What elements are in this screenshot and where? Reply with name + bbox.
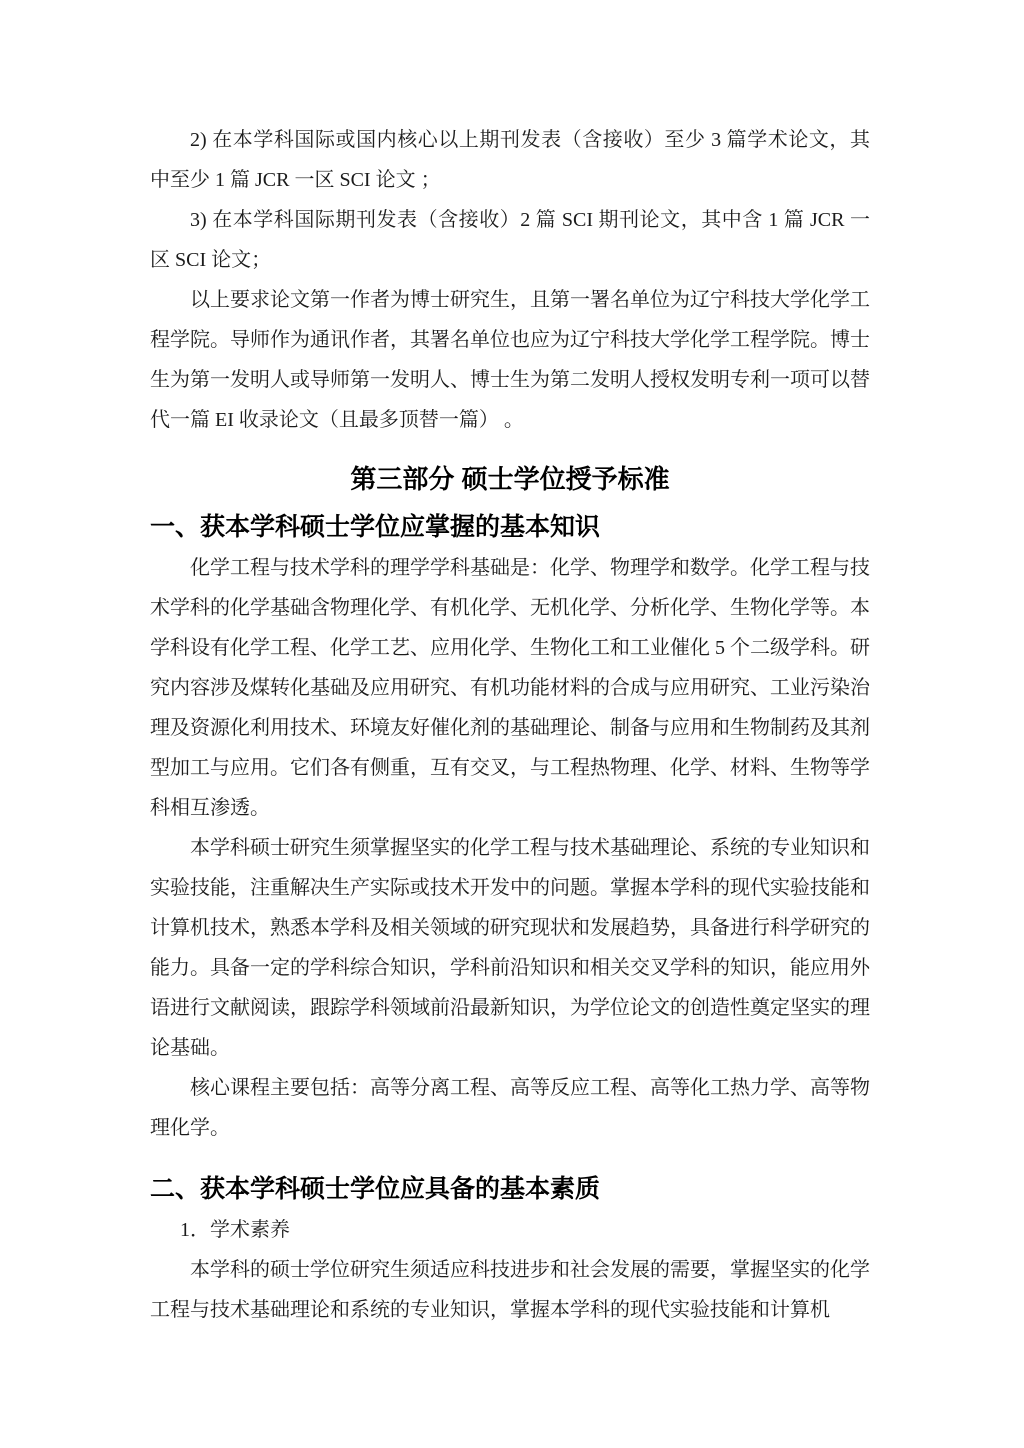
subsection-heading-academic-quality: 1．学术素养 [180, 1219, 290, 1241]
paragraph-master-requirements: 本学科硕士研究生须掌握坚实的化学工程与技术基础理论、系统的专业知识和实验技能，注重解决生产实际或技术开发中的问题。掌握本学科的现代实验技能和计算机技术，熟悉本学科及相关领域的研究现状和发展趋势，具备进行科学研究的能力。具备一定的学科综合知识，学科前沿知识和相关交叉学科的知识，能应用外语进行文献阅读，跟踪学科领域前沿最新知识，为学位论文的创造性奠定坚实的理论基础。 [150, 837, 870, 1059]
list-item-3: 3) 在本学科国际期刊发表（含接收）2 篇 SCI 期刊论文，其中含 1 篇 JCR 一区 SCI 论文； [150, 209, 870, 271]
paragraph-core-courses: 核心课程主要包括：高等分离工程、高等反应工程、高等化工热力学、高等物理化学。 [150, 1077, 870, 1139]
paragraph-discipline-foundation: 化学工程与技术学科的理学学科基础是：化学、物理学和数学。化学工程与技术学科的化学基础含物理化学、有机化学、无机化学、分析化学、生物化学等。本学科设有化学工程、化学工艺、应用化学、生物化工和工业催化 5 个二级学科。研究内容涉及煤转化基础及应用研究、有机功能材料的合成与应用研究、工业污染治理及资源化利用技术、环境友好催化剂的基础理论、制备与应用和生物制药及其剂型加工与应用。它们各有侧重，互有交叉，与工程热物理、化学、材料、生物等学科相互渗透。 [150, 557, 870, 819]
list-item-2: 2) 在本学科国际或国内核心以上期刊发表（含接收）至少 3 篇学术论文，其中至少 1 篇 JCR 一区 SCI 论文 ； [150, 129, 870, 191]
paragraph-publication-requirements: 以上要求论文第一作者为博士研究生，且第一署名单位为辽宁科技大学化学工程学院。导师作为通讯作者，其署名单位也应为辽宁科技大学化学工程学院。博士生为第一发明人或导师第一发明人、博士生为第二发明人授权发明专利一项可以替代一篇 EI 收录论文（且最多顶替一篇） 。 [150, 289, 870, 431]
section-2-heading: 二、获本学科硕士学位应具备的基本素质 [150, 1175, 601, 1203]
part-heading: 第三部分 硕士学位授予标准 [350, 464, 670, 494]
section-1-heading: 一、获本学科硕士学位应掌握的基本知识 [150, 513, 601, 541]
paragraph-academic-quality: 本学科的硕士学位研究生须适应科技进步和社会发展的需要，掌握坚实的化学工程与技术基础理论和系统的专业知识，掌握本学科的现代实验技能和计算机 [150, 1259, 870, 1321]
